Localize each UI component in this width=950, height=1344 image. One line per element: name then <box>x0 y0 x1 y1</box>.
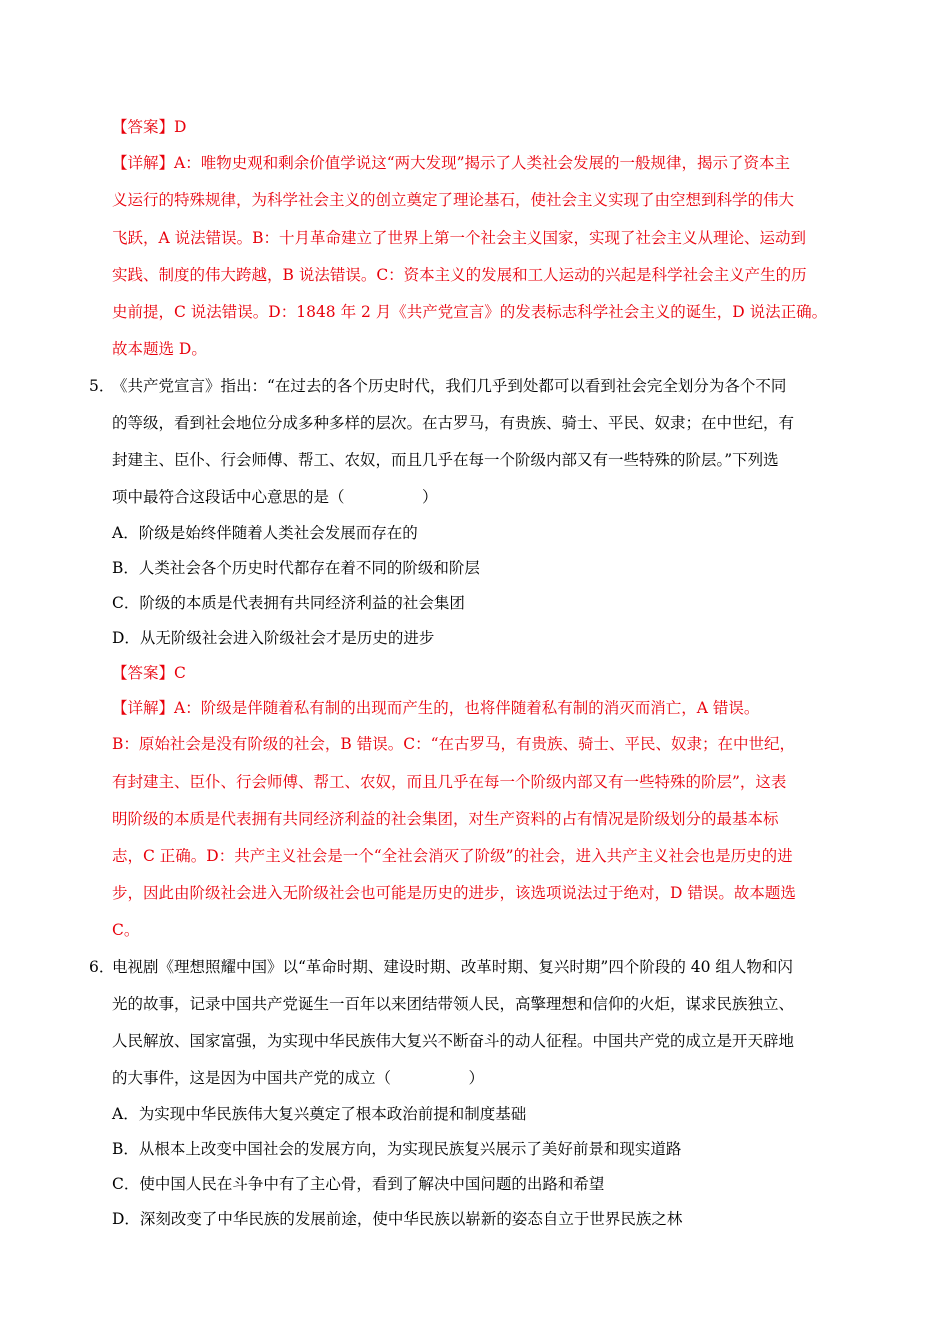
q5-explanation-line: B：原始社会是没有阶级的社会，B 错误。C：“在古罗马，有贵族、骑士、平民、奴隶；在中世纪， <box>112 735 795 753</box>
q5-explanation-line: C。 <box>112 921 140 939</box>
q4-explanation-line: 【详解】A：唯物史观和剩余价值学说这“两大发现”揭示了人类社会发展的一般规律，揭示了资本主 <box>112 154 791 172</box>
q5-explanation-line: 步，因此由阶级社会进入无阶级社会也可能是历史的进步，该选项说法过于绝对，D 错误。故本题选 <box>112 884 796 902</box>
q5-number: 5． <box>89 377 115 395</box>
q5-option-d: D．从无阶级社会进入阶级社会才是历史的进步 <box>112 629 435 647</box>
q4-explanation-line: 实践、制度的伟大跨越，B 说法错误。C：资本主义的发展和工人运动的兴起是科学社会主义产生的历 <box>112 266 807 284</box>
q5-option-c: C．阶级的本质是代表拥有共同经济利益的社会集团 <box>112 594 465 612</box>
q6-number: 6． <box>89 958 115 976</box>
q4-explanation-line: 故本题选 D。 <box>112 340 207 358</box>
q4-explanation-line: 飞跃，A 说法错误。B：十月革命建立了世界上第一个社会主义国家，实现了社会主义从理论、运动到 <box>112 229 807 247</box>
q5-stem-line: 项中最符合这段话中心意思的是（ ） <box>112 488 438 506</box>
q6-stem-line: 人民解放、国家富强，为实现中华民族伟大复兴不断奋斗的动人征程。中国共产党的成立是开天辟地 <box>112 1032 795 1050</box>
q5-stem-line: 《共产党宣言》指出：“在过去的各个历史时代，我们几乎到处都可以看到社会完全划分为各个不同 <box>112 377 787 395</box>
q5-explanation-line: 明阶级的本质是代表拥有共同经济利益的社会集团，对生产资料的占有情况是阶级划分的最基本标 <box>112 810 779 828</box>
q6-stem-line: 电视剧《理想照耀中国》以“革命时期、建设时期、改革时期、复兴时期”四个阶段的 40 组人物和闪 <box>112 958 793 976</box>
q5-explanation-line: 志，C 正确。D：共产主义社会是一个“全社会消灭了阶级”的社会，进入共产主义社会也是历史的进 <box>112 847 793 865</box>
q6-option-b: B．从根本上改变中国社会的发展方向，为实现民族复兴展示了美好前景和现实道路 <box>112 1140 682 1158</box>
q6-stem-line: 光的故事，记录中国共产党诞生一百年以来团结带领人民，高擎理想和信仰的火炬，谋求民族独立、 <box>112 995 795 1013</box>
q5-explanation-line: 有封建主、臣仆、行会师傅、帮工、农奴，而且几乎在每一个阶级内部又有一些特殊的阶层”，这表 <box>112 773 787 791</box>
q5-stem-line: 的等级，看到社会地位分成多种多样的层次。在古罗马，有贵族、骑士、平民、奴隶；在中世纪，有 <box>112 414 795 432</box>
q5-answer: 【答案】C <box>112 664 186 682</box>
q6-stem-line: 的大事件，这是因为中国共产党的成立（ ） <box>112 1069 485 1087</box>
q4-explanation-line: 史前提，C 说法错误。D：1848 年 2 月《共产党宣言》的发表标志科学社会主义的诞生，D 说法正确。 <box>112 303 828 321</box>
q6-option-c: C．使中国人民在斗争中有了主心骨，看到了解决中国问题的出路和希望 <box>112 1175 605 1193</box>
q5-option-a: A．阶级是始终伴随着人类社会发展而存在的 <box>112 524 418 542</box>
q5-option-b: B．人类社会各个历史时代都存在着不同的阶级和阶层 <box>112 559 480 577</box>
q4-answer: 【答案】D <box>112 118 187 136</box>
q5-stem-line: 封建主、臣仆、行会师傅、帮工、农奴，而且几乎在每一个阶级内部又有一些特殊的阶层。”下列选 <box>112 451 779 469</box>
q6-option-d: D．深刻改变了中华民族的发展前途，使中华民族以崭新的姿态自立于世界民族之林 <box>112 1210 683 1228</box>
q5-explanation-line: 【详解】A：阶级是伴随着私有制的出现而产生的，也将伴随着私有制的消灭而消亡，A 错误。 <box>112 699 760 717</box>
q6-option-a: A．为实现中华民族伟大复兴奠定了根本政治前提和制度基础 <box>112 1105 527 1123</box>
q4-explanation-line: 义运行的特殊规律，为科学社会主义的创立奠定了理论基石，使社会主义实现了由空想到科学的伟大 <box>112 191 795 209</box>
